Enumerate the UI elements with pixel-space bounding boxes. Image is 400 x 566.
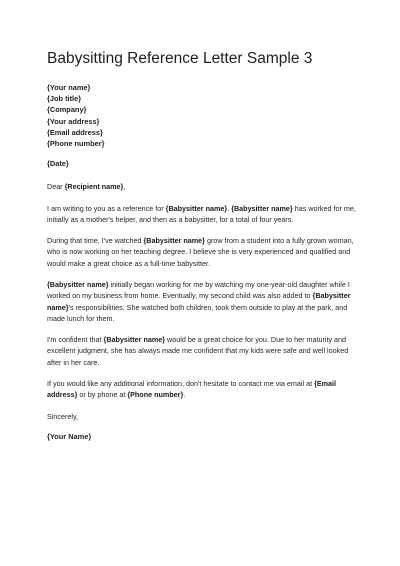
paragraph-text: I am writing to you as a reference for bbox=[47, 203, 166, 213]
salutation bbox=[47, 181, 357, 192]
recipient-name: {Recipient name} bbox=[64, 182, 124, 192]
paragraph-text: During that time, I've watched bbox=[47, 236, 144, 246]
sender-phone: {Phone number} bbox=[47, 139, 105, 149]
phone-placeholder: {Phone number} bbox=[127, 390, 184, 400]
babysitter-name: {Babysitter name} bbox=[47, 291, 351, 312]
paragraph-text: or by phone at bbox=[77, 390, 128, 400]
paragraph-text: . bbox=[183, 390, 186, 400]
page-title: Babysitting Reference Letter Sample 3 bbox=[47, 50, 313, 67]
salutation-suffix: , bbox=[123, 182, 126, 192]
paragraph-text: I'm confident that bbox=[47, 335, 104, 345]
sender-company: {Company} bbox=[47, 105, 87, 115]
paragraph-5 bbox=[47, 378, 357, 401]
signature: {Your Name} bbox=[47, 431, 92, 441]
paragraph-text: If you would like any additional information, don't hesitate to contact me via email at bbox=[47, 379, 315, 389]
sender-name: {Your name} bbox=[47, 83, 91, 92]
paragraph-text: has worked for me, initially as a mother's helper, and then as a babysitter, for a total of four years. bbox=[47, 203, 356, 224]
paragraph-text: . bbox=[227, 203, 232, 213]
sender-email: {Email address} bbox=[47, 127, 103, 137]
closing: Sincerely, bbox=[47, 411, 79, 421]
paragraph-4 bbox=[47, 334, 357, 368]
paragraph-text: would be a great choice for you. Due to her maturity and excellent judgment, she has always made me confident that my kids were safe and well looked after in her care. bbox=[47, 335, 349, 367]
sender-address: {Your address} bbox=[47, 116, 100, 126]
paragraph-text: grow from a student into a fully grown woman, who is now working on her teaching degree. I believe she is very experienced and qualified and would make a great choice as a full-time babysitter. bbox=[47, 236, 354, 268]
paragraph-3 bbox=[47, 279, 357, 324]
paragraph-2 bbox=[47, 235, 357, 269]
babysitter-name: {Babysitter name} bbox=[165, 203, 228, 213]
letter-date: {Date} bbox=[47, 159, 69, 169]
paragraph-1 bbox=[47, 203, 357, 226]
email-placeholder: {Email address} bbox=[47, 379, 337, 400]
babysitter-name: {Babysitter name} bbox=[47, 280, 109, 289]
sender-block bbox=[47, 82, 357, 149]
salutation-prefix: Dear bbox=[47, 182, 65, 192]
babysitter-name: {Babysitter name} bbox=[103, 335, 166, 345]
sender-job-title: {Job title} bbox=[47, 94, 82, 104]
paragraph-text: 's responsibilities. She watched both children, took them outside to play at the park, and made lunch for them. bbox=[47, 302, 348, 323]
babysitter-name: {Babysitter name} bbox=[231, 203, 293, 213]
babysitter-name: {Babysitter name} bbox=[143, 236, 205, 246]
paragraph-text: initially began working for me by watching my one-year-old daughter while I worked on my business from home. Eventually, my second child was also added to bbox=[47, 280, 350, 301]
